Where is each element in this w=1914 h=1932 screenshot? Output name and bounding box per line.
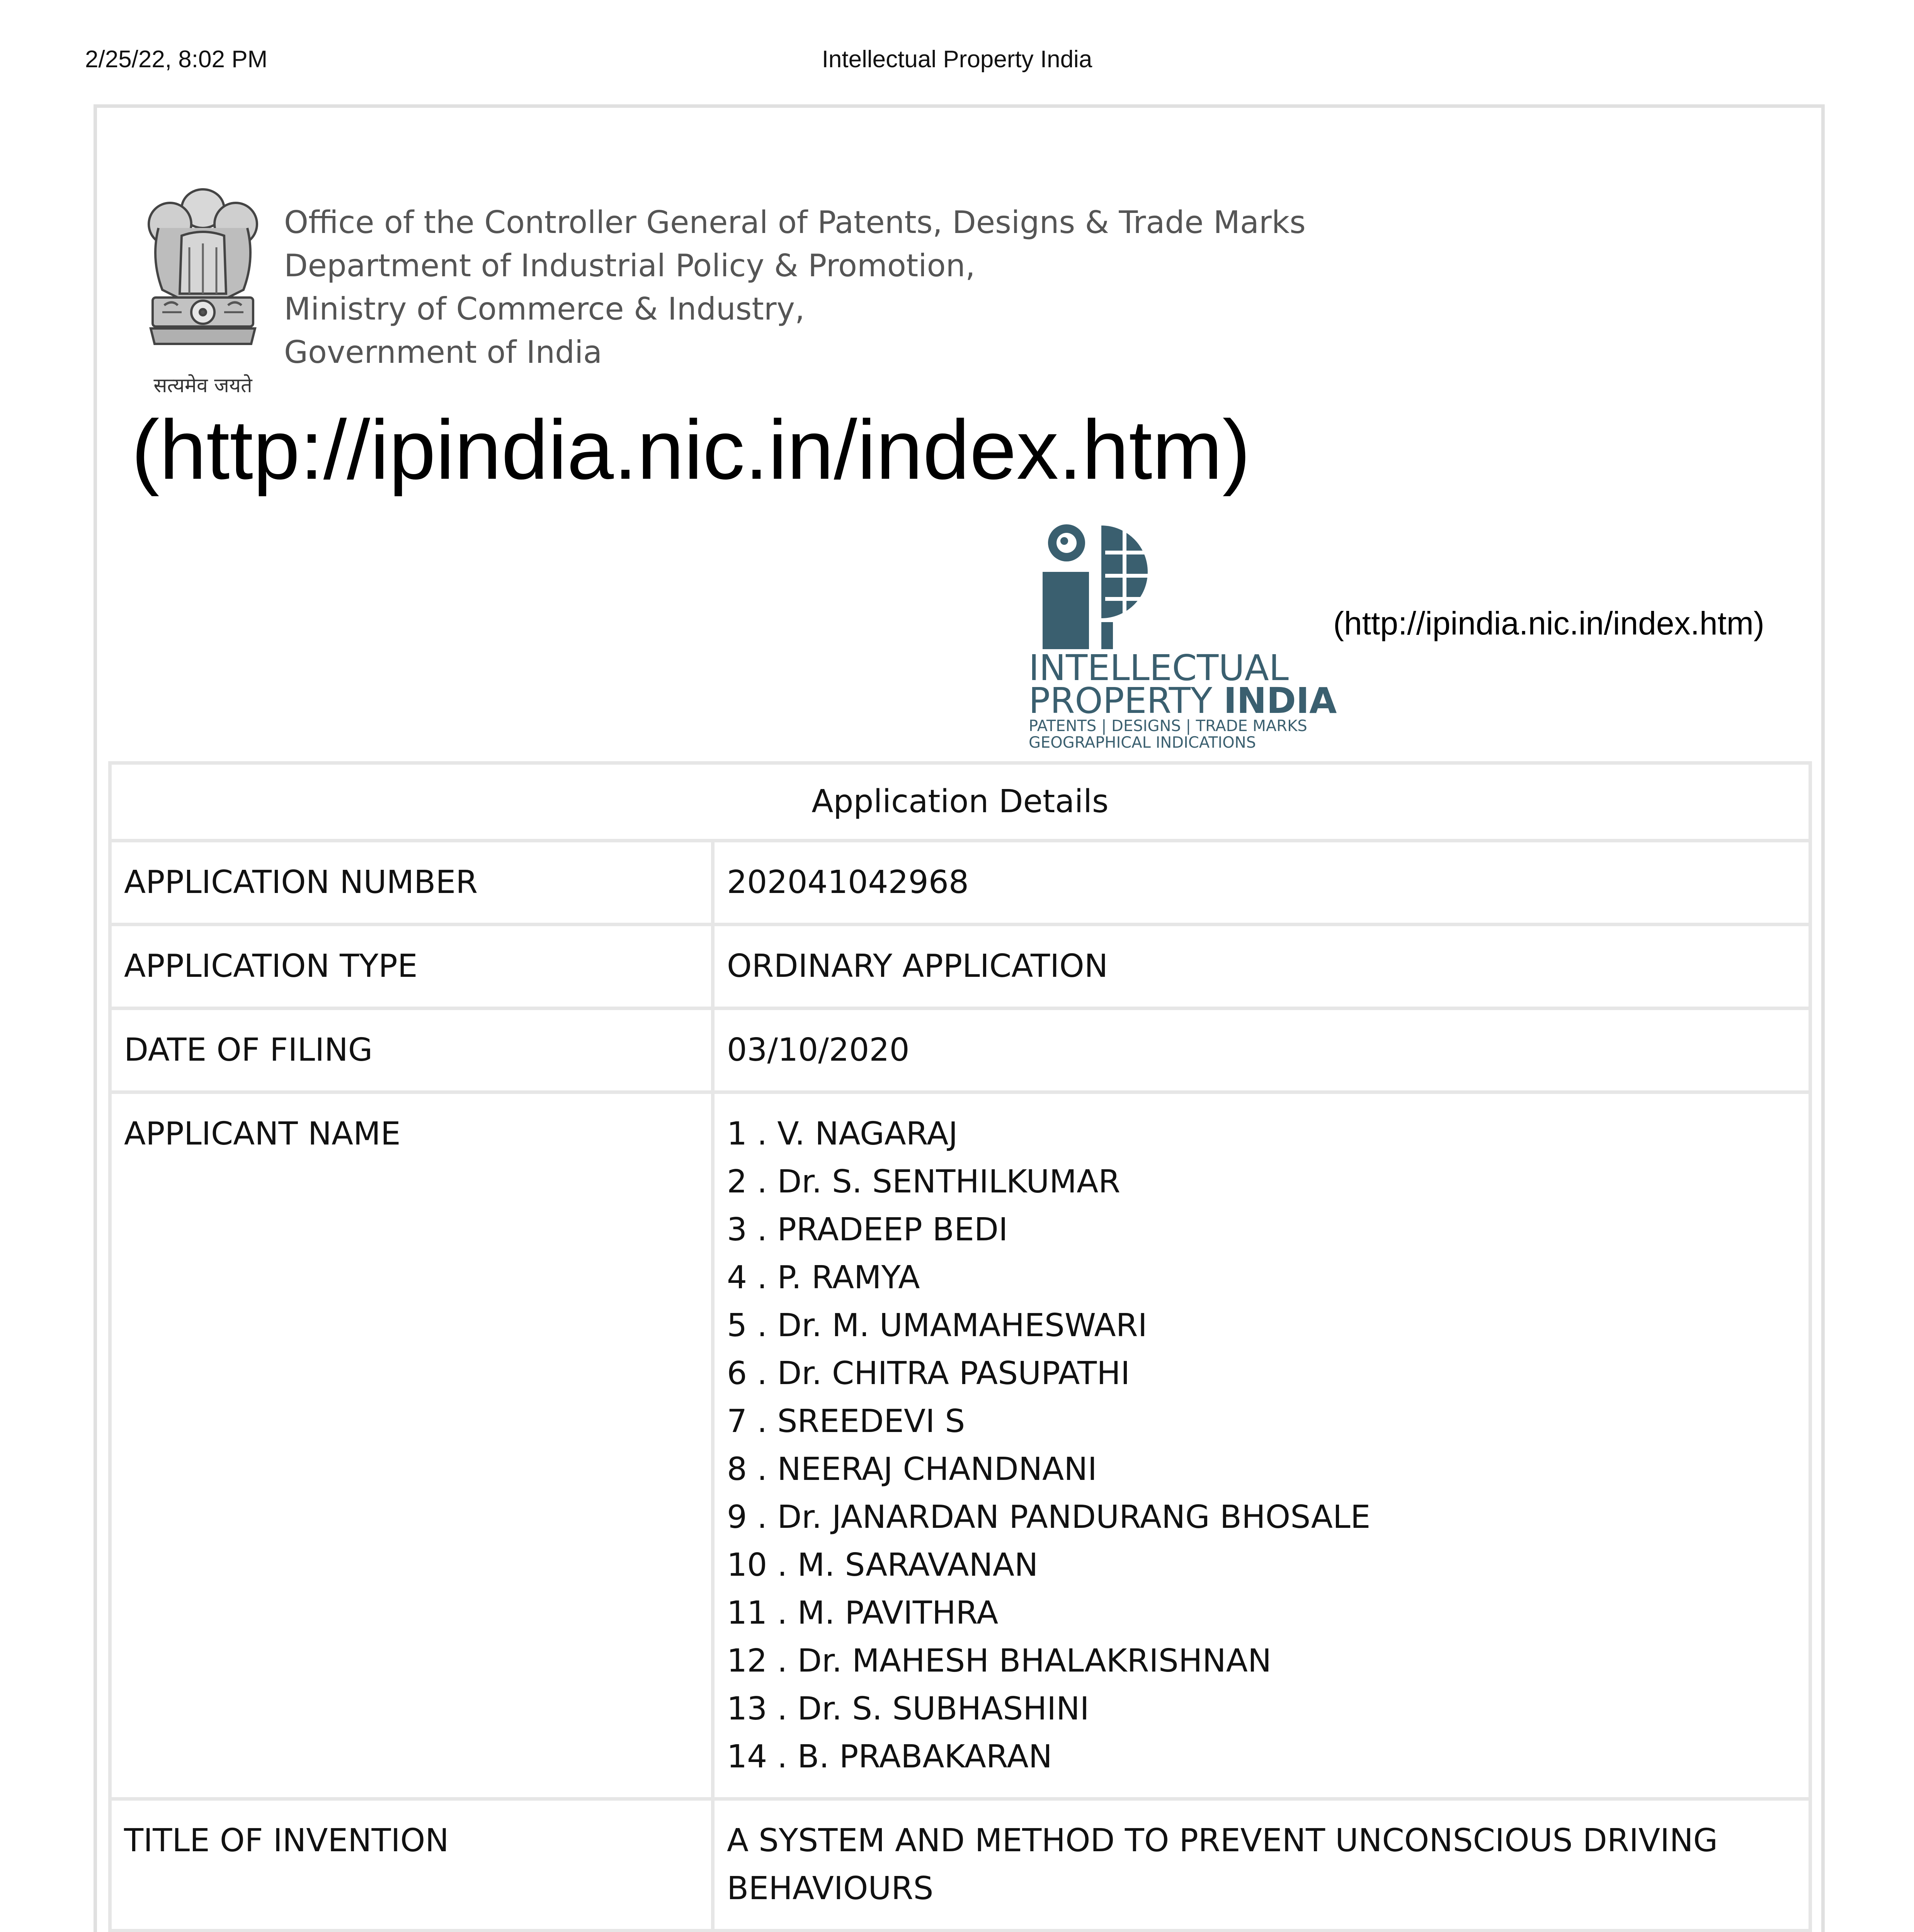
row-value: 03/10/2020 [713,1009,1810,1092]
applicant-item: 7 . SREEDEVI S [727,1403,965,1440]
applicant-item: 8 . NEERAJ CHANDNANI [727,1451,1097,1488]
ip-logo-subtext: PATENTS | DESIGNS | TRADE MARKS [1029,717,1307,735]
applicant-list [713,1092,1810,1799]
home-link[interactable]: (http://ipindia.nic.in/index.htm) [131,403,1250,497]
row-value [713,1931,1810,1932]
ip-india-link[interactable]: (http://ipindia.nic.in/index.htm) [1333,605,1764,641]
print-page-title: Intellectual Property India [822,46,1092,73]
row-label: APPLICATION NUMBER [110,841,713,925]
office-line: Government of India [284,334,602,370]
applicant-item: 10 . M. SARAVANAN [727,1547,1038,1583]
office-heading [284,201,1306,374]
applicant-item: 2 . Dr. S. SENTHILKUMAR [727,1163,1121,1200]
table-row [110,1931,1810,1932]
print-header [0,46,1914,80]
applicant-item: 13 . Dr. S. SUBHASHINI [727,1690,1089,1727]
emblem-motto: सत्यमेव जयते [153,374,252,397]
row-label: APPLICATION TYPE [110,925,713,1009]
svg-text:PROPERTY INDIA [1029,680,1337,721]
row-label [110,1931,713,1932]
row-label: APPLICANT NAME [110,1092,713,1799]
ip-logo-text: PROPERTY [1029,680,1224,721]
national-emblem-icon [135,182,271,406]
row-value: ORDINARY APPLICATION [713,925,1810,1009]
table-row [110,1092,1810,1799]
row-value: A SYSTEM AND METHOD TO PREVENT UNCONSCIOUS DRIVING BEHAVIOURS [713,1799,1810,1931]
ip-logo-subtext: GEOGRAPHICAL INDICATIONS [1029,734,1256,750]
table-row [110,1009,1810,1092]
ip-logo-text: INDIA [1223,680,1337,721]
ip-logo-text: INTELLECTUAL [1029,647,1289,689]
applicant-item: 6 . Dr. CHITRA PASUPATHI [727,1355,1130,1392]
applicant-item: 5 . Dr. M. UMAMAHESWARI [727,1307,1147,1344]
applicant-item: 4 . P. RAMYA [727,1259,920,1296]
office-line: Ministry of Commerce & Industry, [284,291,805,327]
applicant-item: 9 . Dr. JANARDAN PANDURANG BHOSALE [727,1499,1371,1536]
applicant-item: 11 . M. PAVITHRA [727,1595,999,1631]
ip-india-logo-icon[interactable] [1028,518,1337,750]
row-label: TITLE OF INVENTION [110,1799,713,1931]
office-line: Office of the Controller General of Patents, Designs & Trade Marks [284,204,1306,240]
row-value: 202041042968 [713,841,1810,925]
table-row [110,841,1810,925]
table-row [110,925,1810,1009]
applicant-item: 14 . B. PRABAKARAN [727,1738,1052,1775]
office-line: Department of Industrial Policy & Promotion, [284,248,975,284]
table-heading: Application Details [110,763,1810,841]
application-details-table [108,761,1812,1932]
print-datetime: 2/25/22, 8:02 PM [85,46,268,73]
table-row [110,1799,1810,1931]
applicant-item: 3 . PRADEEP BEDI [727,1211,1008,1248]
applicant-item: 1 . V. NAGARAJ [727,1116,958,1152]
row-label: DATE OF FILING [110,1009,713,1092]
applicant-item: 12 . Dr. MAHESH BHALAKRISHNAN [727,1643,1272,1679]
table-heading-row [110,763,1810,841]
